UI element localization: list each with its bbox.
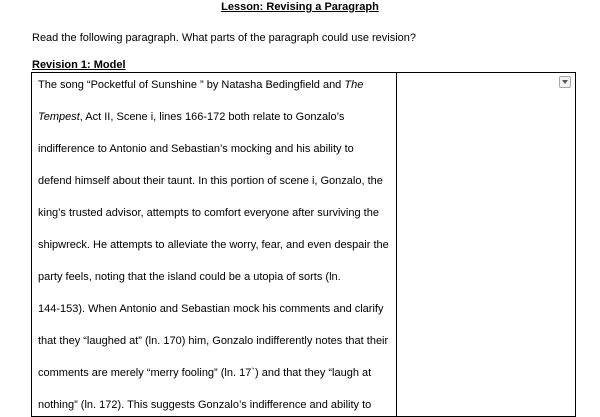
paragraph-line: party feels, noting that the island could be a utopia of sorts (ln. (38, 271, 341, 283)
paragraph-cell[interactable] (32, 73, 397, 416)
paragraph-line: that they “laughed at” (ln. 170) him, Gonzalo indifferently notes that their (38, 335, 389, 347)
paragraph-line: The song “Pocketful of Sunshine ” by Natasha Bedingfield and The (38, 79, 364, 91)
paragraph-line: defend himself about their taunt. In this portion of scene i, Gonzalo, the (38, 175, 383, 187)
chevron-down-icon[interactable] (559, 76, 571, 88)
section-heading: Revision 1: Model (32, 59, 126, 71)
paragraph-line: 144-153). When Antonio and Sebastian mock his comments and clarify (38, 303, 384, 315)
revision-table (31, 72, 576, 417)
paragraph-line: shipwreck. He attempts to alleviate the worry, fear, and even despair the (38, 239, 389, 251)
paragraph-line: nothing” (ln. 172). This suggests Gonzalo’s indifference and ability to (38, 399, 372, 411)
paragraph-line: Tempest, Act II, Scene i, lines 166-172 both relate to Gonzalo’s (38, 111, 345, 123)
paragraph-line: king’s trusted advisor, attempts to comfort everyone after surviving the (38, 207, 379, 219)
lesson-title: Lesson: Revising a Paragraph (221, 1, 379, 13)
instruction-text: Read the following paragraph. What parts of the paragraph could use revision? (32, 32, 417, 44)
paragraph-line: comments are merely “merry fooling” (ln. 17`) and that they “laugh at (38, 367, 372, 379)
paragraph-line: indifference to Antonio and Sebastian’s mocking and his ability to (38, 143, 354, 155)
